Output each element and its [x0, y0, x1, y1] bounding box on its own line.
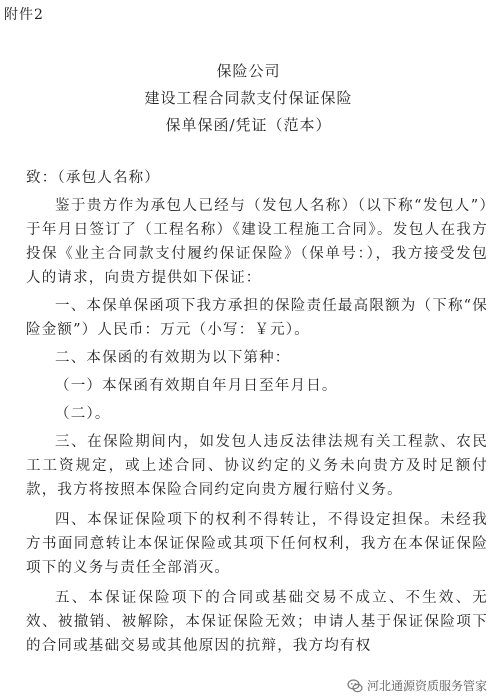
watermark: [343, 675, 491, 696]
annex-label: 附件2: [4, 7, 44, 23]
company-title: 保险公司: [216, 62, 281, 80]
wechat-icon: [347, 678, 363, 694]
salutation: 致：（承包人名称）: [26, 170, 161, 186]
paragraph-preamble: 鉴于贵方作为承包人已经与（发包人名称）（以下称“发包人”）于年月日签订了（工程名称）《建设工程施工合同》。发包人在我方投保《业主合同款支付履约保证保险》（保单号：），我方接受发包人的请求，向贵方提供如下保证：: [26, 198, 488, 286]
paragraph-clause-1: 一、本保单保函项下我方承担的保险责任最高限额为（下称“保险金额”）人民币：万元（小写：￥元）。: [26, 298, 488, 338]
watermark-text: 河北通源资质服务管家: [366, 679, 487, 693]
paragraph-clause-5: 五、本保证保险项下的合同或基础交易不成立、不生效、无效、被撤销、被解除，本保证保险无效；申请人基于保证保险项下的合同或基础交易或其他原因的抗辩，我方均有权: [26, 590, 488, 654]
paragraph-clause-2: 二、本保函的有效期为以下第种：: [55, 350, 291, 366]
document-body: [26, 166, 488, 658]
paragraph-clause-2-1: （一）本保函有效期自年月日至年月日。: [55, 378, 338, 394]
document-subtitle: 保单保函/凭证（范本）: [165, 116, 332, 134]
paragraph-clause-4: 四、本保证保险项下的权利不得转让，不得设定担保。未经我方书面同意转让本保证保险或其项下任何权利，我方在本保证保险项下的义务与责任全部消灭。: [26, 512, 488, 576]
paragraph-clause-2-2: （二）。: [55, 406, 111, 422]
insurance-title: 建设工程合同款支付保证保险: [144, 89, 353, 107]
paragraph-clause-3: 三、在保险期间内，如发包人违反法律法规有关工程款、农民工工资规定，或上述合同、协议约定的义务未向贵方及时足额付款，我方将按照本保险合同约定向贵方履行赔付义务。: [26, 434, 488, 498]
